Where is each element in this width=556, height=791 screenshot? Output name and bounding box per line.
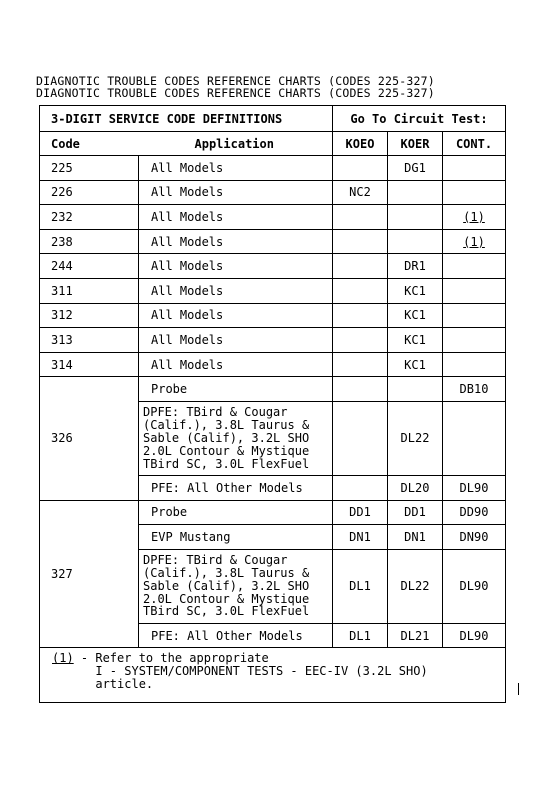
koer-cell — [388, 303, 443, 328]
koer-cell-value: DN1 — [404, 529, 426, 544]
koer-cell — [388, 156, 443, 181]
cont-cell — [443, 303, 506, 328]
table-row — [40, 254, 506, 279]
koer-cell — [388, 377, 443, 402]
koer-cell-value: KC1 — [404, 308, 426, 323]
application-cell: All Models — [139, 180, 333, 205]
koer-cell — [388, 278, 443, 303]
cont-cell — [443, 229, 506, 254]
cont-cell-value: DB10 — [459, 382, 489, 397]
margin-tick-mark — [518, 683, 519, 695]
koeo-cell — [333, 156, 388, 181]
application-cell: DPFE: TBird & Cougar (Calif.), 3.8L Taurus & Sable (Calif), 3.2L SHO 2.0L Contour & Mystique TBird SC, 3.0L FlexFuel — [139, 401, 333, 475]
table-row — [40, 278, 506, 303]
code-cell: 226 — [40, 180, 139, 205]
code-cell: 311 — [40, 278, 139, 303]
table-row — [40, 205, 506, 230]
koeo-cell — [333, 549, 388, 623]
page-title: DIAGNOTIC TROUBLE CODES REFERENCE CHARTS (CODES 225-327) — [36, 74, 435, 88]
application-cell: PFE: All Other Models — [139, 475, 333, 500]
koer-cell-value: DL22 — [400, 431, 430, 446]
koeo-cell — [333, 254, 388, 279]
cont-cell-value: DD90 — [459, 505, 489, 520]
application-cell: All Models — [139, 205, 333, 230]
koer-cell-value: KC1 — [404, 283, 426, 298]
koer-cell — [388, 352, 443, 377]
cont-cell — [443, 475, 506, 500]
code-cell: 313 — [40, 328, 139, 353]
code-cell: 327 — [40, 500, 139, 648]
koer-cell — [388, 254, 443, 279]
koer-cell-value: KC1 — [404, 357, 426, 372]
koeo-cell — [333, 278, 388, 303]
koer-cell — [388, 475, 443, 500]
application-cell: EVP Mustang — [139, 525, 333, 550]
table-row — [40, 303, 506, 328]
cont-cell-value: (1) — [463, 209, 485, 224]
koeo-cell — [333, 205, 388, 230]
koer-cell — [388, 623, 443, 648]
cont-cell — [443, 377, 506, 402]
footnote-marker: (1) — [52, 651, 74, 666]
cont-cell-value: DL90 — [459, 480, 489, 495]
koeo-cell-value: DN1 — [349, 529, 371, 544]
application-cell: Probe — [139, 377, 333, 402]
application-cell: DPFE: TBird & Cougar (Calif.), 3.8L Taurus & Sable (Calif), 3.2L SHO 2.0L Contour & Mystique TBird SC, 3.0L FlexFuel — [139, 549, 333, 623]
koeo-cell — [333, 303, 388, 328]
koer-cell — [388, 549, 443, 623]
cont-cell — [443, 623, 506, 648]
table-row — [40, 500, 506, 525]
koeo-cell — [333, 401, 388, 475]
code-cell: 232 — [40, 205, 139, 230]
code-cell: 244 — [40, 254, 139, 279]
koer-cell-value: DL20 — [400, 480, 430, 495]
koer-cell — [388, 205, 443, 230]
koeo-cell-value: DD1 — [349, 505, 371, 520]
cont-cell-value: (1) — [463, 234, 485, 249]
cont-cell — [443, 352, 506, 377]
koer-cell-value: KC1 — [404, 332, 426, 347]
application-cell: All Models — [139, 229, 333, 254]
application-cell: All Models — [139, 352, 333, 377]
koeo-column-header: KOEO — [333, 132, 388, 156]
koeo-cell — [333, 525, 388, 550]
table-row — [40, 352, 506, 377]
application-cell: All Models — [139, 303, 333, 328]
cont-column-header: CONT. — [443, 132, 506, 156]
code-cell: 225 — [40, 156, 139, 181]
column-header-row — [40, 132, 506, 156]
cont-cell — [443, 549, 506, 623]
cont-cell — [443, 156, 506, 181]
application-column-header: Application — [139, 132, 333, 156]
koer-cell — [388, 401, 443, 475]
cont-cell — [443, 401, 506, 475]
code-cell: 312 — [40, 303, 139, 328]
application-cell: All Models — [139, 278, 333, 303]
cont-cell — [443, 254, 506, 279]
cont-cell-value: DL90 — [459, 628, 489, 643]
koeo-cell-value: NC2 — [349, 185, 371, 200]
table-row — [40, 328, 506, 353]
koer-cell — [388, 180, 443, 205]
code-cell: 238 — [40, 229, 139, 254]
footnote-text: - Refer to the appropriate I - SYSTEM/COMPONENT TESTS - EEC-IV (3.2L SHO) article. — [80, 651, 428, 691]
code-column-header: Code — [40, 132, 139, 156]
koeo-cell — [333, 475, 388, 500]
koeo-cell — [333, 229, 388, 254]
koer-cell-value: DD1 — [404, 505, 426, 520]
cont-cell — [443, 500, 506, 525]
koer-cell-value: DL21 — [400, 628, 430, 643]
footnote-row — [40, 648, 506, 703]
table-header-row — [40, 106, 506, 132]
cont-cell — [443, 278, 506, 303]
koeo-cell — [333, 180, 388, 205]
koer-cell — [388, 525, 443, 550]
application-cell: PFE: All Other Models — [139, 623, 333, 648]
koeo-cell-value: DL1 — [349, 579, 371, 594]
table-row — [40, 377, 506, 402]
cont-cell — [443, 205, 506, 230]
cont-cell-value: DN90 — [459, 529, 489, 544]
koeo-cell — [333, 377, 388, 402]
table-row — [40, 180, 506, 205]
koer-cell-value: DG1 — [404, 160, 426, 175]
definitions-header: 3-DIGIT SERVICE CODE DEFINITIONS — [40, 106, 333, 132]
table-row — [40, 229, 506, 254]
page-title-repeat: DIAGNOTIC TROUBLE CODES REFERENCE CHARTS (CODES 225-327) — [36, 86, 435, 100]
application-cell: Probe — [139, 500, 333, 525]
cont-cell — [443, 180, 506, 205]
application-cell: All Models — [139, 156, 333, 181]
koer-cell-value: DL22 — [400, 579, 430, 594]
koeo-cell — [333, 352, 388, 377]
koer-cell-value: DR1 — [404, 259, 426, 274]
koer-cell — [388, 500, 443, 525]
cont-cell — [443, 525, 506, 550]
koer-cell — [388, 328, 443, 353]
koer-cell — [388, 229, 443, 254]
application-cell: All Models — [139, 254, 333, 279]
cont-cell — [443, 328, 506, 353]
table-row — [40, 156, 506, 181]
circuit-test-header: Go To Circuit Test: — [333, 106, 506, 132]
code-cell: 314 — [40, 352, 139, 377]
code-cell: 326 — [40, 377, 139, 500]
cont-cell-value: DL90 — [459, 579, 489, 594]
dtc-reference-table — [39, 105, 506, 703]
koeo-cell — [333, 328, 388, 353]
koeo-cell — [333, 623, 388, 648]
koer-column-header: KOER — [388, 132, 443, 156]
koeo-cell — [333, 500, 388, 525]
application-cell: All Models — [139, 328, 333, 353]
koeo-cell-value: DL1 — [349, 628, 371, 643]
